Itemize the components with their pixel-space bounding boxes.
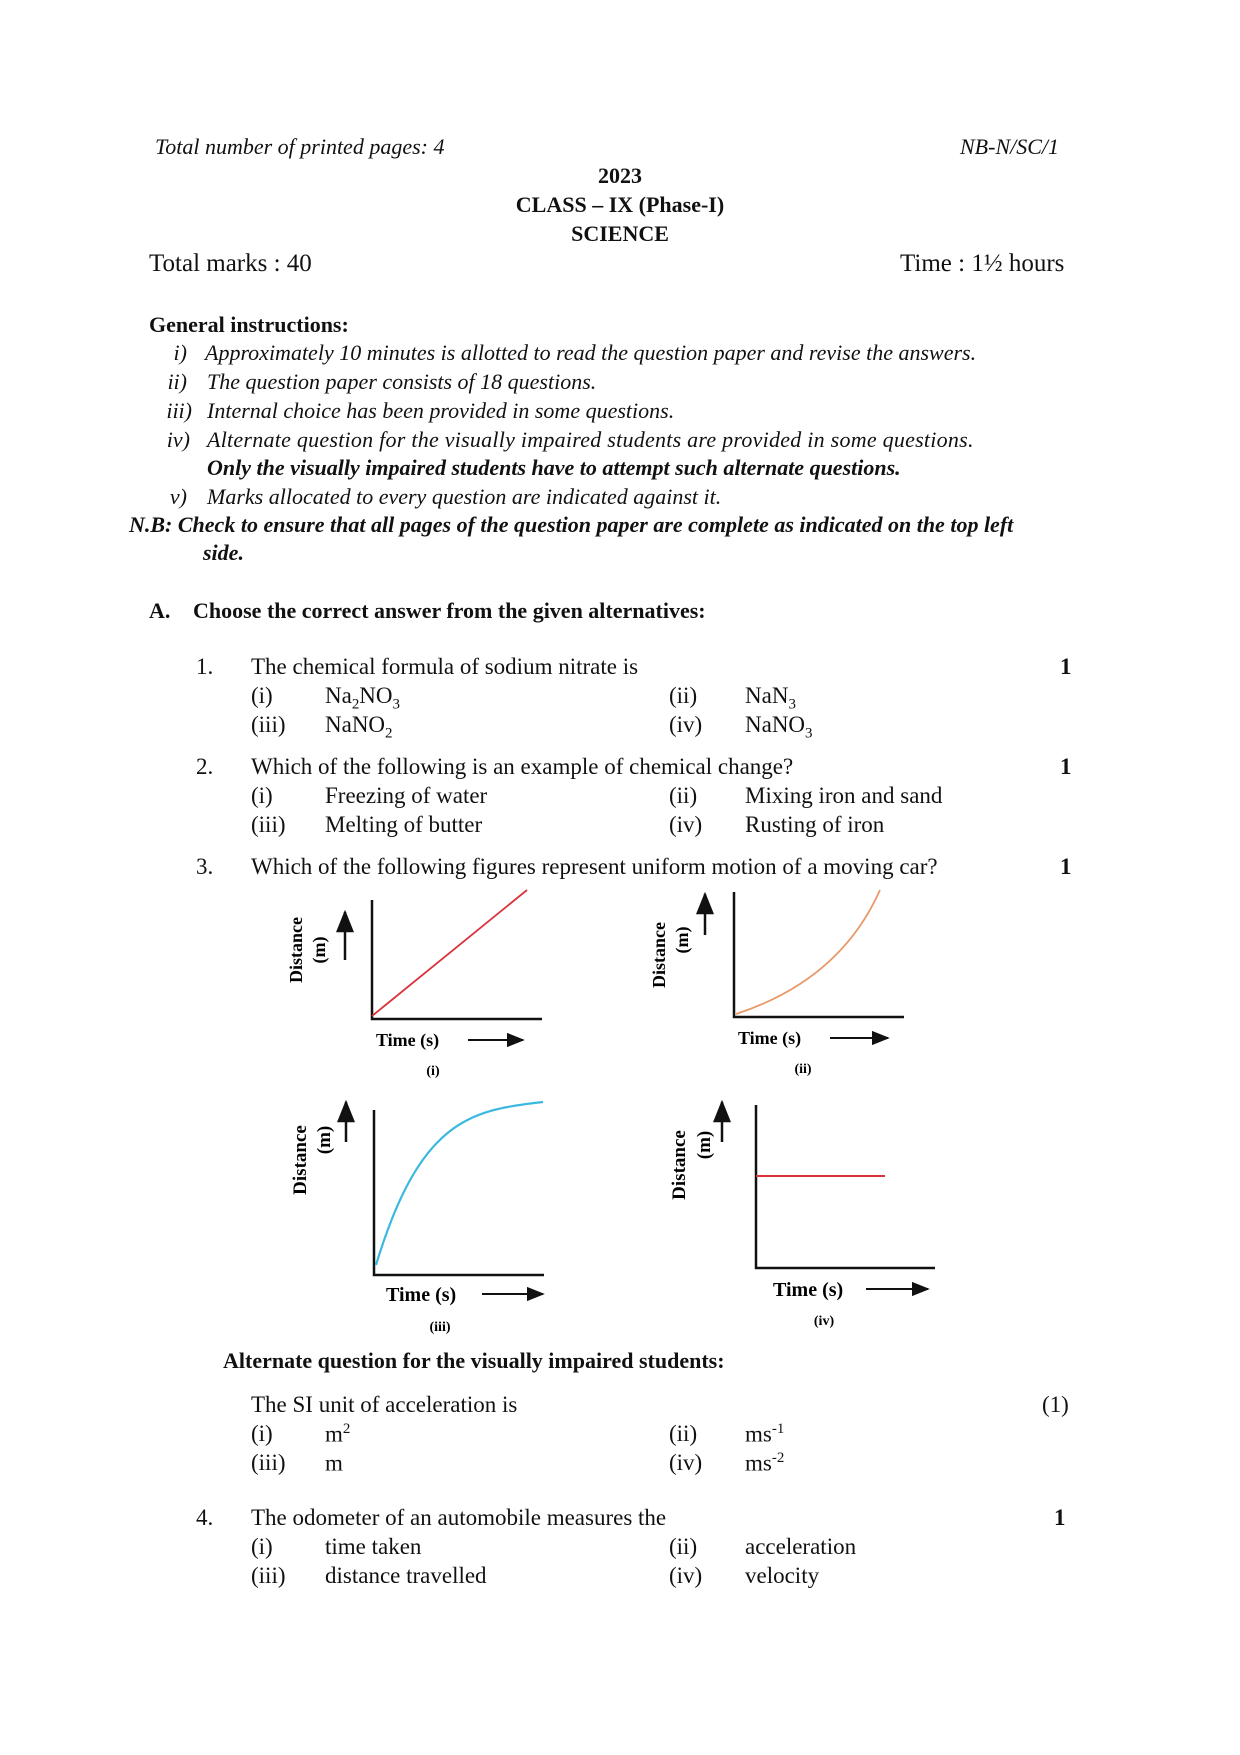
alternate-question-heading: Alternate question for the visually impaired students: <box>223 1348 725 1373</box>
graph-caption: (iv) <box>813 1314 835 1329</box>
option-number: (iv) <box>669 1563 703 1588</box>
graph-caption: (iii) <box>429 1320 451 1335</box>
option-number: (iv) <box>669 1450 703 1475</box>
instruction-num: ii) <box>167 369 187 394</box>
graph-i <box>286 890 542 1079</box>
y-axis-unit: (m) <box>314 1125 335 1155</box>
axes <box>374 1110 544 1275</box>
instruction-text-bold: Only the visually impaired students have to attempt such alternate questions. <box>207 455 901 480</box>
option-text: $ms^{-2}$ <box>745 1450 785 1476</box>
instruction-text: The question paper consists of 18 questions. <box>207 369 597 394</box>
option-text: Rusting of iron <box>745 812 885 837</box>
distance-time-line <box>372 890 527 1016</box>
question-text: Which of the following is an example of chemical change? <box>251 754 794 779</box>
option-number: (iv) <box>669 812 703 837</box>
y-axis-label: Distance <box>290 1125 311 1195</box>
question-marks: 1 <box>1060 754 1072 779</box>
option-text: NaN$_3$ <box>745 683 796 713</box>
section-heading: Choose the correct answer from the given alternatives: <box>193 598 706 623</box>
option-number: (i) <box>251 683 273 708</box>
question-marks: 1 <box>1060 654 1072 679</box>
total-marks: Total marks : 40 <box>149 250 312 277</box>
question-text: Which of the following figures represent uniform motion of a moving car? <box>251 854 938 879</box>
graph-caption: (i) <box>426 1064 440 1079</box>
y-axis-unit: (m) <box>309 936 329 964</box>
option-text: $m^2$ <box>325 1421 351 1447</box>
distance-time-curve <box>736 890 880 1014</box>
option-number: (ii) <box>669 1534 698 1559</box>
question-number: 1. <box>196 654 214 679</box>
instruction-text: Internal choice has been provided in some questions. <box>207 398 675 423</box>
option-text: m <box>325 1450 343 1476</box>
x-axis-label: Time (s) <box>773 1279 844 1301</box>
x-axis-label: Time (s) <box>738 1028 802 1048</box>
y-axis-label: Distance <box>286 917 306 983</box>
x-axis-label: Time (s) <box>376 1030 440 1050</box>
axes <box>756 1105 935 1268</box>
question-number: 3. <box>196 854 214 879</box>
option-number: (ii) <box>669 1421 698 1446</box>
graph-iii <box>290 1102 544 1335</box>
question-text: The odometer of an automobile measures the <box>251 1505 667 1530</box>
y-axis-label: Distance <box>649 922 669 988</box>
option-text: distance travelled <box>325 1563 487 1588</box>
option-number: (iii) <box>251 1450 286 1475</box>
option-text: Melting of butter <box>325 812 483 837</box>
instruction-num: iii) <box>166 398 192 423</box>
option-number: (i) <box>251 1421 273 1446</box>
option-text: $Na_2NO_3$ <box>325 683 400 713</box>
y-axis-label: Distance <box>669 1130 690 1200</box>
option-text: velocity <box>745 1563 820 1588</box>
nb-note: N.B: Check to ensure that all pages of the question paper are complete as indicated on the top left <box>129 512 1014 537</box>
question-text: The chemical formula of sodium nitrate is <box>251 654 639 679</box>
graph-iv <box>669 1102 935 1329</box>
question-marks: 1 <box>1060 854 1072 879</box>
option-text: Mixing iron and sand <box>745 783 943 808</box>
nb-note-continued: side. <box>203 540 244 565</box>
option-number: (i) <box>251 783 273 808</box>
option-text: NaNO$_3$ <box>745 712 813 742</box>
alternate-question-marks: (1) <box>1042 1392 1069 1417</box>
axes <box>734 892 904 1017</box>
instruction-num: i) <box>173 340 187 365</box>
instruction-text: Marks allocated to every question are indicated against it. <box>207 484 722 509</box>
option-text: acceleration <box>745 1534 857 1559</box>
class-line: CLASS – IX (Phase-I) <box>515 192 725 217</box>
option-number: (iv) <box>669 712 703 737</box>
option-number: (ii) <box>669 683 698 708</box>
motion-graphs <box>0 880 1240 1360</box>
y-axis-unit: (m) <box>672 926 692 954</box>
y-axis-unit: (m) <box>694 1130 715 1160</box>
subject-title: SCIENCE <box>571 221 669 246</box>
instruction-num: iv) <box>166 427 190 452</box>
instruction-num: v) <box>169 484 187 509</box>
paper-code: NB-N/SC/1 <box>960 134 1060 159</box>
question-number: 4. <box>196 1505 214 1530</box>
option-number: (iii) <box>251 1563 286 1588</box>
question-marks: 1 <box>1054 1505 1066 1530</box>
question-number: 2. <box>196 754 214 779</box>
axes <box>372 900 542 1019</box>
option-number: (ii) <box>669 783 698 808</box>
printed-pages-note: Total number of printed pages: 4 <box>155 134 445 159</box>
exam-year: 2023 <box>598 163 642 188</box>
distance-time-curve <box>376 1102 543 1265</box>
option-text: $ms^{-1}$ <box>745 1421 785 1447</box>
section-label: A. <box>149 598 171 623</box>
alternate-question-text: The SI unit of acceleration is <box>251 1392 518 1417</box>
option-text: time taken <box>325 1534 422 1559</box>
option-number: (iii) <box>251 812 286 837</box>
time-allowed: Time : 1½ hours <box>900 250 1065 277</box>
option-text: Freezing of water <box>325 783 488 808</box>
graph-ii <box>649 890 904 1077</box>
graph-caption: (ii) <box>794 1062 812 1077</box>
instruction-text: Alternate question for the visually impaired students are provided in some questions. <box>207 427 974 452</box>
instruction-text: Approximately 10 minutes is allotted to read the question paper and revise the answers. <box>205 340 977 365</box>
option-number: (i) <box>251 1534 273 1559</box>
instructions-heading: General instructions: <box>149 312 349 337</box>
x-axis-label: Time (s) <box>386 1284 457 1306</box>
option-text: NaNO$_2$ <box>325 712 393 742</box>
option-number: (iii) <box>251 712 286 737</box>
